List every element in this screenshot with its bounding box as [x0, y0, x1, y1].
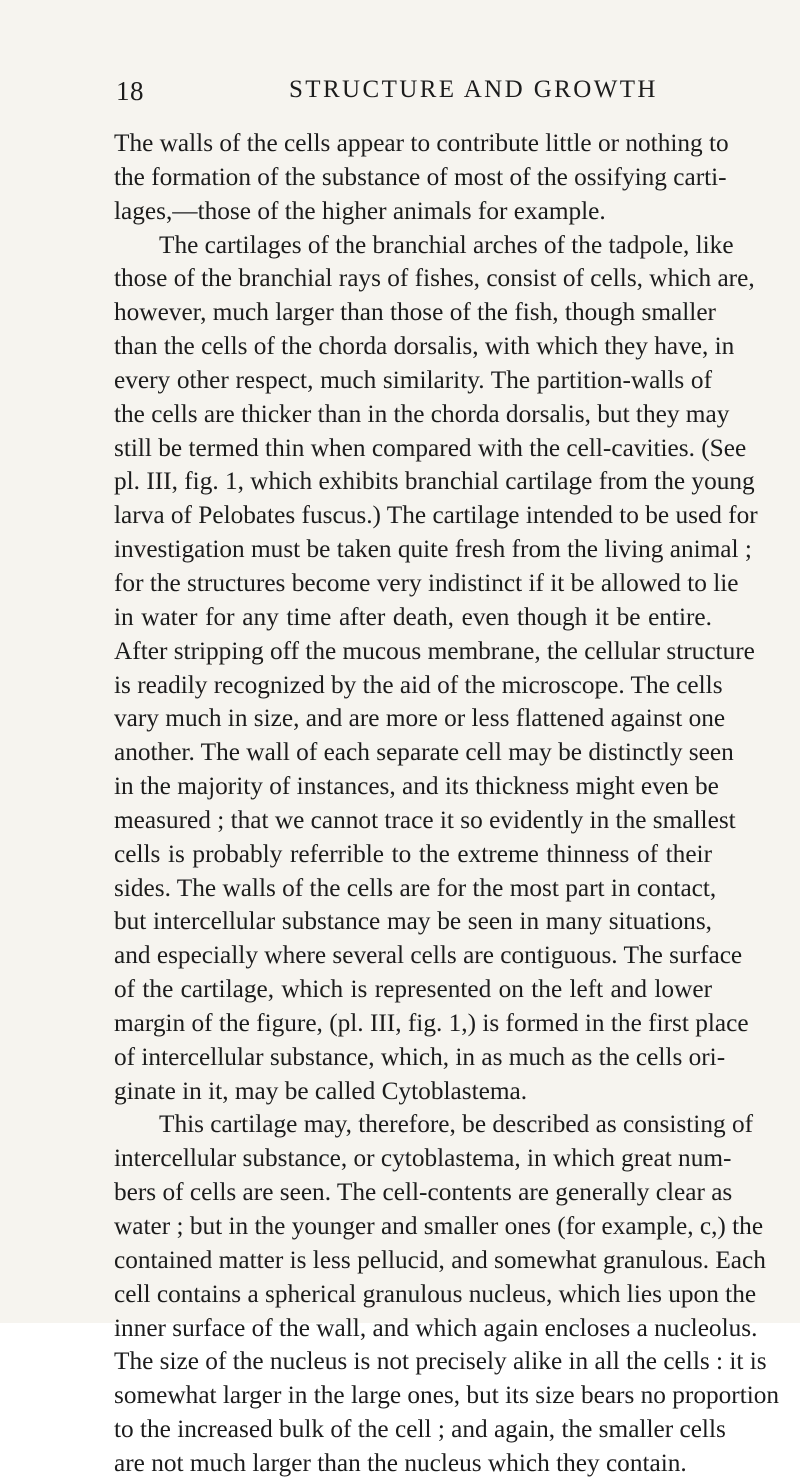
- text-line: the cells are thicker than in the chorda dorsalis, but they may: [114, 399, 730, 428]
- page-number: 18: [116, 76, 144, 106]
- running-header: [116, 76, 712, 112]
- text-line: The size of the nucleus is not precisely alike in all the cells : it is: [114, 1347, 767, 1376]
- text-line: measured ; that we cannot trace it so evidently in the smallest: [114, 805, 736, 834]
- text-line: the formation of the substance of most of the ossifying carti-: [114, 162, 727, 191]
- text-line: The walls of the cells appear to contribute little or nothing to: [114, 129, 729, 157]
- text-line: investigation must be taken quite fresh from the living animal ;: [114, 535, 752, 564]
- text-line: pl. III, fig. 1, which exhibits branchial cartilage from the young: [114, 467, 755, 496]
- text-line: is readily recognized by the aid of the microscope. The cells: [114, 670, 723, 699]
- text-line: lages,—those of the higher animals for example.: [114, 196, 606, 225]
- text-line: water ; but in the younger and smaller ones (for example, c,) the: [114, 1212, 764, 1240]
- text-line: and especially where several cells are contiguous. The surface: [114, 941, 743, 970]
- text-line: but intercellular substance may be seen in many situations,: [114, 907, 712, 936]
- text-line: This cartilage may, therefore, be described as consisting of: [159, 1110, 754, 1139]
- text-line: those of the branchial rays of fishes, consist of cells, which are,: [114, 264, 755, 293]
- text-line: intercellular substance, or cytoblastema, in which great num-: [114, 1144, 732, 1173]
- paragraph: [114, 229, 758, 1109]
- running-title: STRUCTURE AND GROWTH: [289, 76, 658, 103]
- text-line: vary much in size, and are more or less flattened against one: [114, 704, 726, 733]
- paragraph: [114, 1108, 780, 1480]
- paragraph: [114, 127, 729, 229]
- text-line: margin of the figure, (pl. III, fig. 1,) is formed in the first place: [114, 1008, 749, 1037]
- text-line: in the majority of instances, and its thickness might even be: [114, 772, 719, 801]
- text-line: in water for any time after death, even though it be entire.: [114, 602, 712, 631]
- text-line: for the structures become very indistinct if it be allowed to lie: [114, 568, 739, 597]
- text-line: The cartilages of the branchial arches of the tadpole, like: [159, 230, 734, 259]
- text-line: to the increased bulk of the cell ; and again, the smaller cells: [114, 1415, 726, 1444]
- text-line: than the cells of the chorda dorsalis, with which they have, in: [114, 332, 735, 361]
- text-line: another. The wall of each separate cell may be distinctly seen: [114, 738, 734, 767]
- text-line: larva of Pelobates fuscus.) The cartilage intended to be used for: [114, 501, 758, 530]
- text-line: After stripping off the mucous membrane, the cellular structure: [114, 636, 755, 665]
- text-line: contained matter is less pellucid, and somewhat granulous. Each: [114, 1245, 766, 1274]
- text-line: every other respect, much similarity. The partition-walls of: [114, 365, 712, 394]
- text-line: are not much larger than the nucleus which they contain.: [114, 1448, 687, 1477]
- text-line: ginate in it, may be called Cytoblastema.: [114, 1076, 528, 1105]
- text-line: still be termed thin when compared with the cell-cavities. (See: [114, 433, 747, 462]
- text-line: sides. The walls of the cells are for the most part in contact,: [114, 873, 717, 902]
- body-text: [114, 127, 780, 1481]
- text-line: cell contains a spherical granulous nucleus, which lies upon the: [114, 1279, 757, 1308]
- text-line: however, much larger than those of the fish, though smaller: [114, 298, 716, 327]
- text-line: of the cartilage, which is represented on the left and lower: [114, 975, 712, 1004]
- text-line: bers of cells are seen. The cell-contents are generally clear as: [114, 1178, 733, 1207]
- text-line: somewhat larger in the large ones, but its size bears no proportion: [114, 1381, 780, 1410]
- text-line: of intercellular substance, which, in as much as the cells ori-: [114, 1042, 726, 1071]
- text-line: cells is probably referrible to the extreme thinness of their: [114, 839, 712, 868]
- text-line: inner surface of the wall, and which again encloses a nucleolus.: [114, 1313, 758, 1342]
